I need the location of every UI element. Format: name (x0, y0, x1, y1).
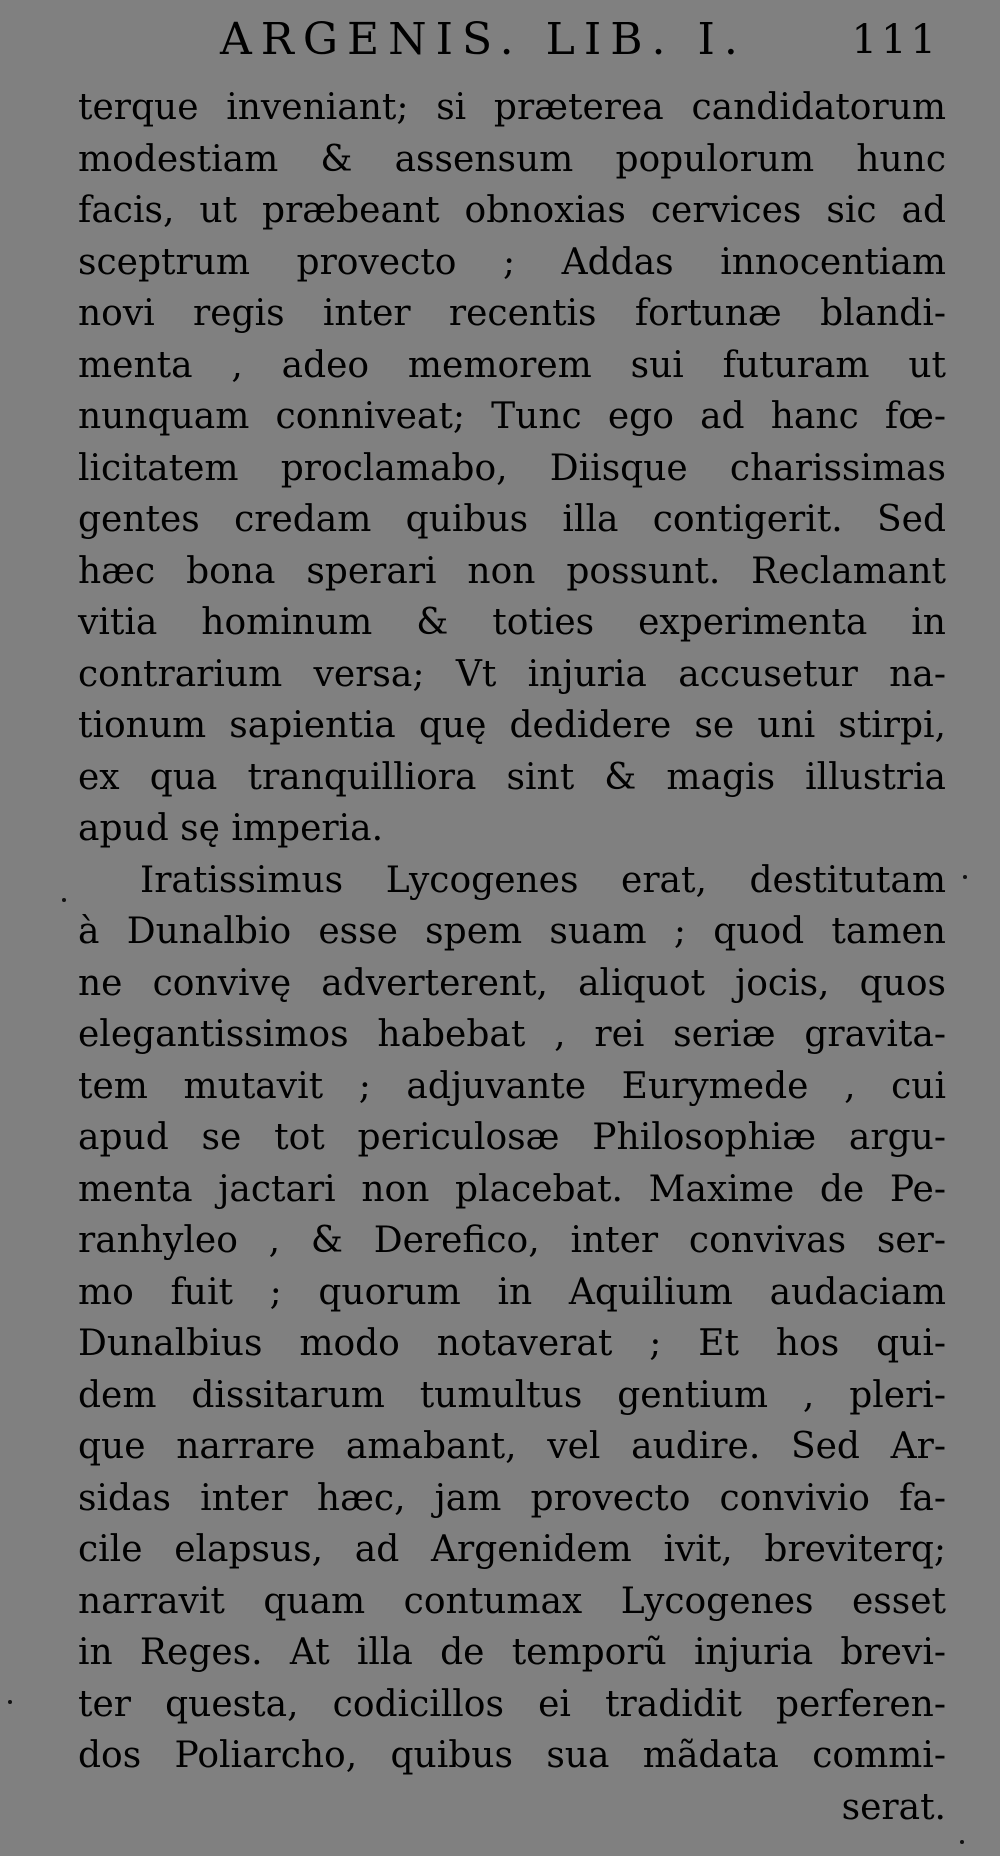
text-line: nunquam conniveat; Tunc ego ad hanc fœ- (78, 396, 946, 437)
text-line: dem dissitarum tumultus gentium , pleri- (78, 1374, 946, 1416)
running-head (220, 12, 940, 68)
text-line: sceptrum provecto ; Addas innocentiam (78, 241, 946, 283)
text-line: sidas inter hæc, jam provecto convivio fa- (78, 1477, 946, 1519)
text-line: vitia hominum & toties experimenta in (78, 602, 946, 643)
text-line: Dunalbius modo notaverat ; Et hos qui- (78, 1323, 946, 1364)
page-number: 111 (851, 17, 940, 63)
scan-speck (960, 1840, 964, 1844)
text-line: ne convivę adverterent, aliquot jocis, quos (78, 962, 946, 1004)
text-line: tem mutavit ; adjuvante Eurymede , cui (78, 1065, 946, 1107)
paragraph-end-line: serat. (841, 1786, 946, 1828)
text-line: modestiam & assensum populorum hunc (78, 138, 946, 180)
text-line: in Reges. At illa de temporũ injuria brevi- (78, 1632, 946, 1673)
text-line: ter questa, codicillos ei tradidit perferen- (78, 1683, 946, 1725)
text-line: facis, ut præbeant obnoxias cervices sic ad (78, 190, 946, 231)
text-line: tionum sapientia quę dedidere se uni stirpi, (78, 705, 946, 746)
text-line: elegantissimos habebat , rei seriæ gravita- (78, 1014, 946, 1055)
text-line: mo fuit ; quorum in Aquilium audaciam (78, 1271, 946, 1313)
paragraph-end-line: apud sę imperia. (78, 808, 384, 849)
text-line: gentes credam quibus illa contigerit. Sed (78, 499, 946, 540)
text-line: menta , adeo memorem sui futuram ut (78, 344, 946, 386)
text-line: licitatem proclamabo, Diisque charissimas (78, 447, 946, 489)
text-line: apud se tot periculosæ Philosophiæ argu- (78, 1117, 946, 1158)
text-line: ranhyleo , & Derefico, inter convivas ser- (78, 1220, 946, 1261)
text-line: dos Poliarcho, quibus sua mãdata commi- (78, 1735, 946, 1776)
scan-speck (8, 1700, 12, 1704)
scan-speck (963, 875, 967, 879)
text-line: novi regis inter recentis fortunæ blandi- (78, 293, 946, 334)
text-line: contrarium versa; Vt injuria accusetur na- (78, 653, 946, 695)
paragraph-first-line: Iratissimus Lycogenes erat, destitutam (140, 859, 946, 901)
text-line: menta jactari non placebat. Maxime de Pe- (78, 1168, 946, 1210)
text-line: ex qua tranquilliora sint & magis illustria (78, 756, 946, 798)
text-line: terque inveniant; si præterea candidatorum (78, 87, 946, 128)
text-line: cile elapsus, ad Argenidem ivit, breviterq; (78, 1529, 946, 1570)
text-line: narravit quam contumax Lycogenes esset (78, 1580, 946, 1622)
scan-speck (62, 898, 66, 902)
text-line: à Dunalbio esse spem suam ; quod tamen (78, 911, 946, 952)
text-block (78, 82, 946, 1833)
text-line: hæc bona sperari non possunt. Reclamant (78, 550, 946, 592)
text-line: que narrare amabant, vel audire. Sed Ar- (78, 1426, 946, 1467)
running-title: ARGENIS. LIB. I. (220, 14, 747, 65)
